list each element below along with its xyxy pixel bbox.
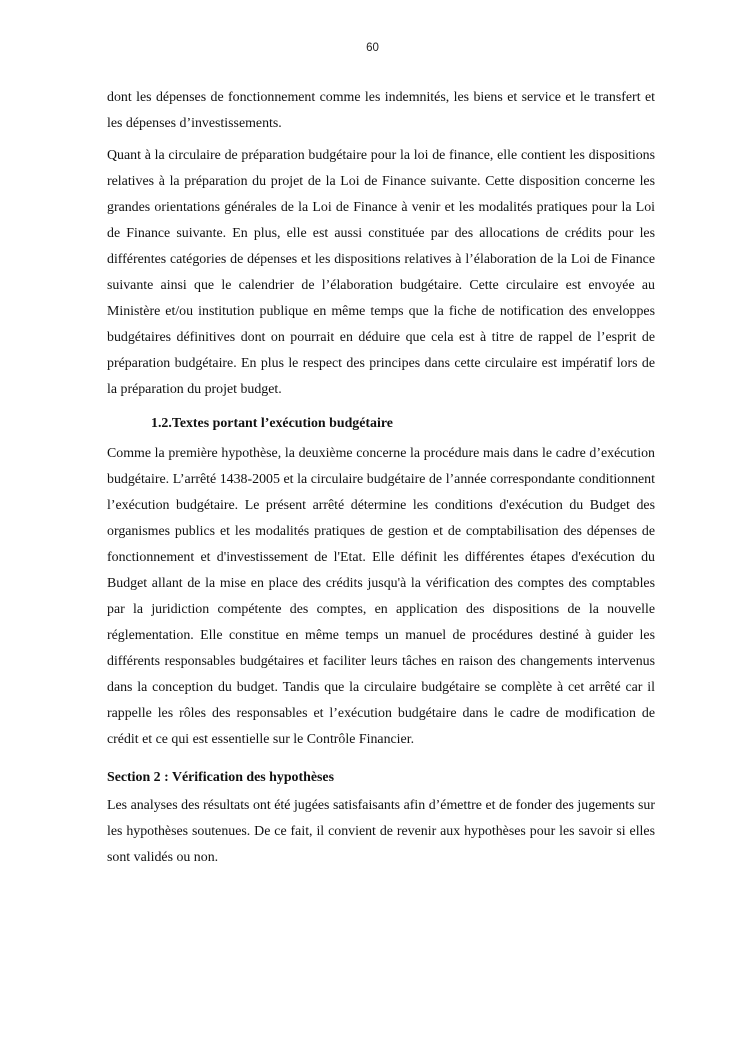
document-body	[107, 85, 655, 871]
section-heading: Section 2 : Vérification des hypothèses	[107, 770, 334, 785]
paragraph-execution-budgetaire: Comme la première hypothèse, la deuxième concerne la procédure mais dans le cadre d’exécution budgétaire. L’arrêté 1438-2005 et la circulaire budgétaire de l’année correspondante conditionnent l’exécution budgétaire. Le présent arrêté détermine les conditions d'exécution du Budget des organismes publics et les modalités pratiques de gestion et de comptabilisation des dépenses de fonctionnement et d'investissement de l'Etat. Elle définit les différentes étapes d'exécution du Budget allant de la mise en place des crédits jusqu'à la vérification des comptes des comptables par la juridiction compétente des comptes, en application des dispositions de la nouvelle réglementation. Elle constitue en même temps un manuel de procédures destiné à guider les différents responsables budgétaires et faciliter leurs tâches en raison des changements intervenus dans la conception du budget. Tandis que la circulaire budgétaire se complète à cet arrêté car il rappelle les rôles des responsables et l’exécution budgétaire dans le cadre de modification de crédit et ce qui est essentielle sur le Contrôle Financier.	[107, 446, 655, 747]
paragraph-expenses-continuation: dont les dépenses de fonctionnement comme les indemnités, les biens et service et le transfert et les dépenses d’investissements.	[107, 90, 655, 131]
paragraph-verification: Les analyses des résultats ont été jugées satisfaisants afin d’émettre et de fonder des jugements sur les hypothèses soutenues. De ce fait, il convient de revenir aux hypothèses pour les savoir si elles sont validés ou non.	[107, 798, 655, 865]
paragraph-circulaire-preparation: Quant à la circulaire de préparation budgétaire pour la loi de finance, elle contient les dispositions relatives à la préparation du projet de la Loi de Finance suivante. Cette disposition concerne les grandes orientations générales de la Loi de Finance à venir et les modalités pratiques pour la Loi de Finance suivante. En plus, elle est aussi constituée par des allocations de crédits pour les différentes catégories de dépenses et les dispositions relatives à l’élaboration de la Loi de Finance suivante ainsi que le calendrier de l’élaboration budgétaire. Cette circulaire est envoyée au Ministère et/ou institution publique en même temps que la fiche de notification des enveloppes budgétaires définitives dont on pourrait en déduire que cela est à titre de rappel de l’esprit de préparation budgétaire. En plus le respect des principes dans cette circulaire est impératif lors de la préparation du projet budget.	[107, 148, 655, 397]
subsection-heading: 1.2.Textes portant l’exécution budgétaire	[151, 416, 393, 431]
page-number: 60	[366, 42, 379, 54]
